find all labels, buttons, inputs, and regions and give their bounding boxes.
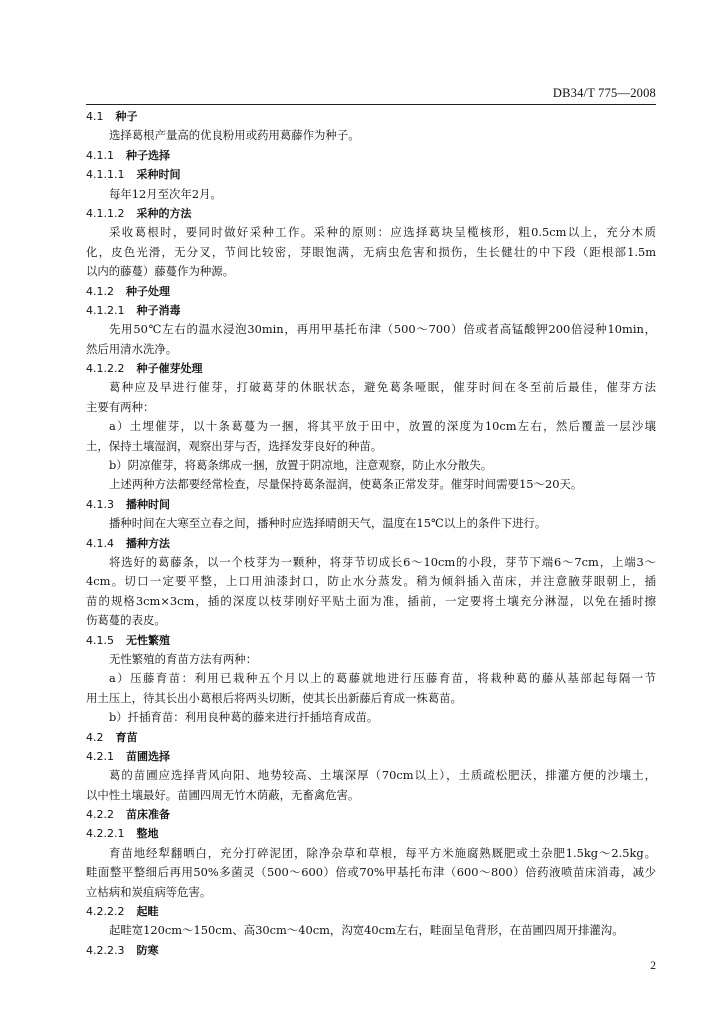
section-title: 播种时间 xyxy=(126,497,170,511)
paragraph-line: 选择葛根产量高的优良粉用或药用葛藤作为种子。 xyxy=(109,128,360,143)
section-number: 4.1.1.1 xyxy=(86,168,125,182)
paragraph-line: 采收葛根时，要同时做好采种工作。采种的原则：应选择葛块呈榄核形，粗0.5cm以上，充分木质 xyxy=(109,225,656,240)
paragraph-line: b）扦插育苗：利用良种葛的藤来进行扦插培育成苗。 xyxy=(109,710,379,725)
section-heading xyxy=(86,165,656,184)
section-title: 种子 xyxy=(115,110,138,123)
section-title: 防寒 xyxy=(136,943,159,957)
section-number: 4.1.1.2 xyxy=(86,206,125,220)
section-heading xyxy=(86,495,656,514)
section-title: 种子催芽处理 xyxy=(136,362,203,376)
paragraph-line: b）阴凉催芽，将葛条绑成一捆，放置于阴凉地，注意观察，防止水分散失。 xyxy=(109,458,493,473)
section-number: 4.1.2 xyxy=(86,284,114,298)
section-heading xyxy=(86,824,656,843)
section-heading xyxy=(86,204,656,223)
paragraph-line: 用土压上，待其长出小葛根后将两头切断，使其长出新藤后育成一株葛苗。 xyxy=(86,690,462,705)
paragraph-line: 畦面整平整细后再用50%多菌灵（500～600）倍或70%甲基托布津（600～800）倍药液喷苗床消毒，减少 xyxy=(86,865,656,880)
paragraph-line: 无性繁殖的育苗方法有两种： xyxy=(109,651,258,666)
paragraph-line: 土，保持土壤湿润，观察出芽与否，选择发芽良好的种苗。 xyxy=(86,438,383,453)
paragraph-line: 化，皮色光滑，无分叉，节间比较密，芽眼饱满，无病虫危害和损伤，生长健壮的中下段（距根部1.5m xyxy=(86,244,656,259)
section-title: 种子消毒 xyxy=(136,303,181,317)
section-title: 无性繁殖 xyxy=(126,633,170,647)
paragraph-line: 以内的藤蔓）藤蔓作为种源。 xyxy=(86,264,235,279)
paragraph-line: 上述两种方法都要经常检查，尽量保持葛条湿润，使葛条正常发芽。催芽时间需要15～20天。 xyxy=(109,477,583,492)
paragraph-line: 播种时间在大寒至立春之间，播种时应选择晴朗天气，温度在15℃以上的条件下进行。 xyxy=(109,516,547,531)
paragraph-line: 4cm。切口一定要平整，上口用油漆封口，防止水分蒸发。稍为倾斜插入苗床，并注意腋芽眼朝上，插 xyxy=(86,574,656,589)
paragraph-line: 苗的规格3cm×3cm，插的深度以枝芽刚好平贴土面为准，插前，一定要将土壤充分淋湿，以免在插时擦 xyxy=(86,593,656,608)
paragraph-line: 每年12月至次年2月。 xyxy=(109,186,222,201)
paragraph-line: 伤葛蔓的表皮。 xyxy=(86,613,166,628)
section-number: 4.2.2.1 xyxy=(86,827,125,841)
paragraph-line: 葛种应及早进行催芽，打破葛芽的休眠状态，避免葛条哑眠，催芽时间在冬至前后最佳，催芽方法 xyxy=(109,380,656,395)
section-number: 4.1.2.2 xyxy=(86,362,125,376)
section-number: 4.2.2 xyxy=(86,808,114,822)
section-heading xyxy=(86,728,656,747)
header-rule xyxy=(86,104,656,105)
section-title: 整地 xyxy=(136,827,159,841)
paragraph-line: 以中性土壤最好。苗圃四周无竹木荫蔽，无畜禽危害。 xyxy=(86,787,360,802)
paragraph-line: a）压藤育苗：利用已栽种五个月以上的葛藤就地进行压藤育苗，将栽种葛的藤从基部起每隔一节 xyxy=(109,671,656,686)
section-heading xyxy=(86,631,656,650)
section-title: 苗圃选择 xyxy=(126,749,170,763)
section-number: 4.2.2.2 xyxy=(86,905,125,919)
paragraph-line: 然后用清水洗净。 xyxy=(86,341,178,356)
section-heading xyxy=(86,301,656,320)
paragraph-line: 先用50℃左右的温水浸泡30min，再用甲基托布津（500～700）倍或者高锰酸钾200倍浸种10min， xyxy=(109,322,656,337)
section-heading xyxy=(86,902,656,921)
section-number: 4.1.3 xyxy=(86,497,114,511)
paragraph-line: 立枯病和炭疽病等危害。 xyxy=(86,884,212,899)
section-title: 采种时间 xyxy=(136,168,181,182)
section-number: 4.1.4 xyxy=(86,536,114,550)
section-title: 播种方法 xyxy=(126,536,170,550)
paragraph-line: 起畦宽120cm～150cm、高30cm～40cm，沟宽40cm左右，畦面呈龟背形，在苗圃四周开排灌沟。 xyxy=(109,923,624,938)
paragraph-line: 葛的苗圃应选择背风向阳、地势较高、土壤深厚（70cm以上），土质疏松肥沃，排灌方便的沙壤土， xyxy=(109,768,656,783)
section-number: 4.1.1 xyxy=(86,148,114,162)
section-title: 育苗 xyxy=(115,730,138,744)
section-heading xyxy=(86,941,656,960)
paragraph-line: 将选好的葛藤条，以一个枝芽为一颗种，将芽节切成长6～10cm的小段，芽节下端6～7cm，上端3～ xyxy=(109,554,656,569)
section-title: 采种的方法 xyxy=(136,206,192,220)
page-number: 2 xyxy=(650,960,656,972)
section-heading xyxy=(86,146,656,165)
paragraph-line: 主要有两种： xyxy=(86,399,155,414)
paragraph-line: a）土埋催芽，以十条葛蔓为一捆，将其平放于田中，放置的深度为10cm左右，然后覆盖一层沙壤 xyxy=(109,419,656,434)
section-heading xyxy=(86,805,656,824)
section-title: 种子处理 xyxy=(126,284,170,298)
section-number: 4.2.2.3 xyxy=(86,943,125,957)
section-title: 起畦 xyxy=(136,905,159,919)
section-heading xyxy=(86,359,656,378)
paragraph-line: 育苗地经犁翻晒白，充分打碎泥团，除净杂草和草根，每平方米施腐熟厩肥或土杂肥1.5kg～2.5kg。 xyxy=(109,845,656,860)
section-heading xyxy=(86,282,656,301)
section-number: 4.2.1 xyxy=(86,749,114,763)
section-number: 4.1.5 xyxy=(86,633,114,647)
section-title: 苗床准备 xyxy=(126,808,170,822)
section-heading xyxy=(86,534,656,553)
document-body xyxy=(86,107,656,960)
section-number: 4.1.2.1 xyxy=(86,303,125,317)
document-code: DB34/T 775—2008 xyxy=(552,86,656,100)
section-heading xyxy=(86,107,656,126)
section-heading xyxy=(86,747,656,766)
section-number: 4.1 xyxy=(86,110,104,123)
section-title: 种子选择 xyxy=(126,148,170,162)
section-number: 4.2 xyxy=(86,730,104,744)
